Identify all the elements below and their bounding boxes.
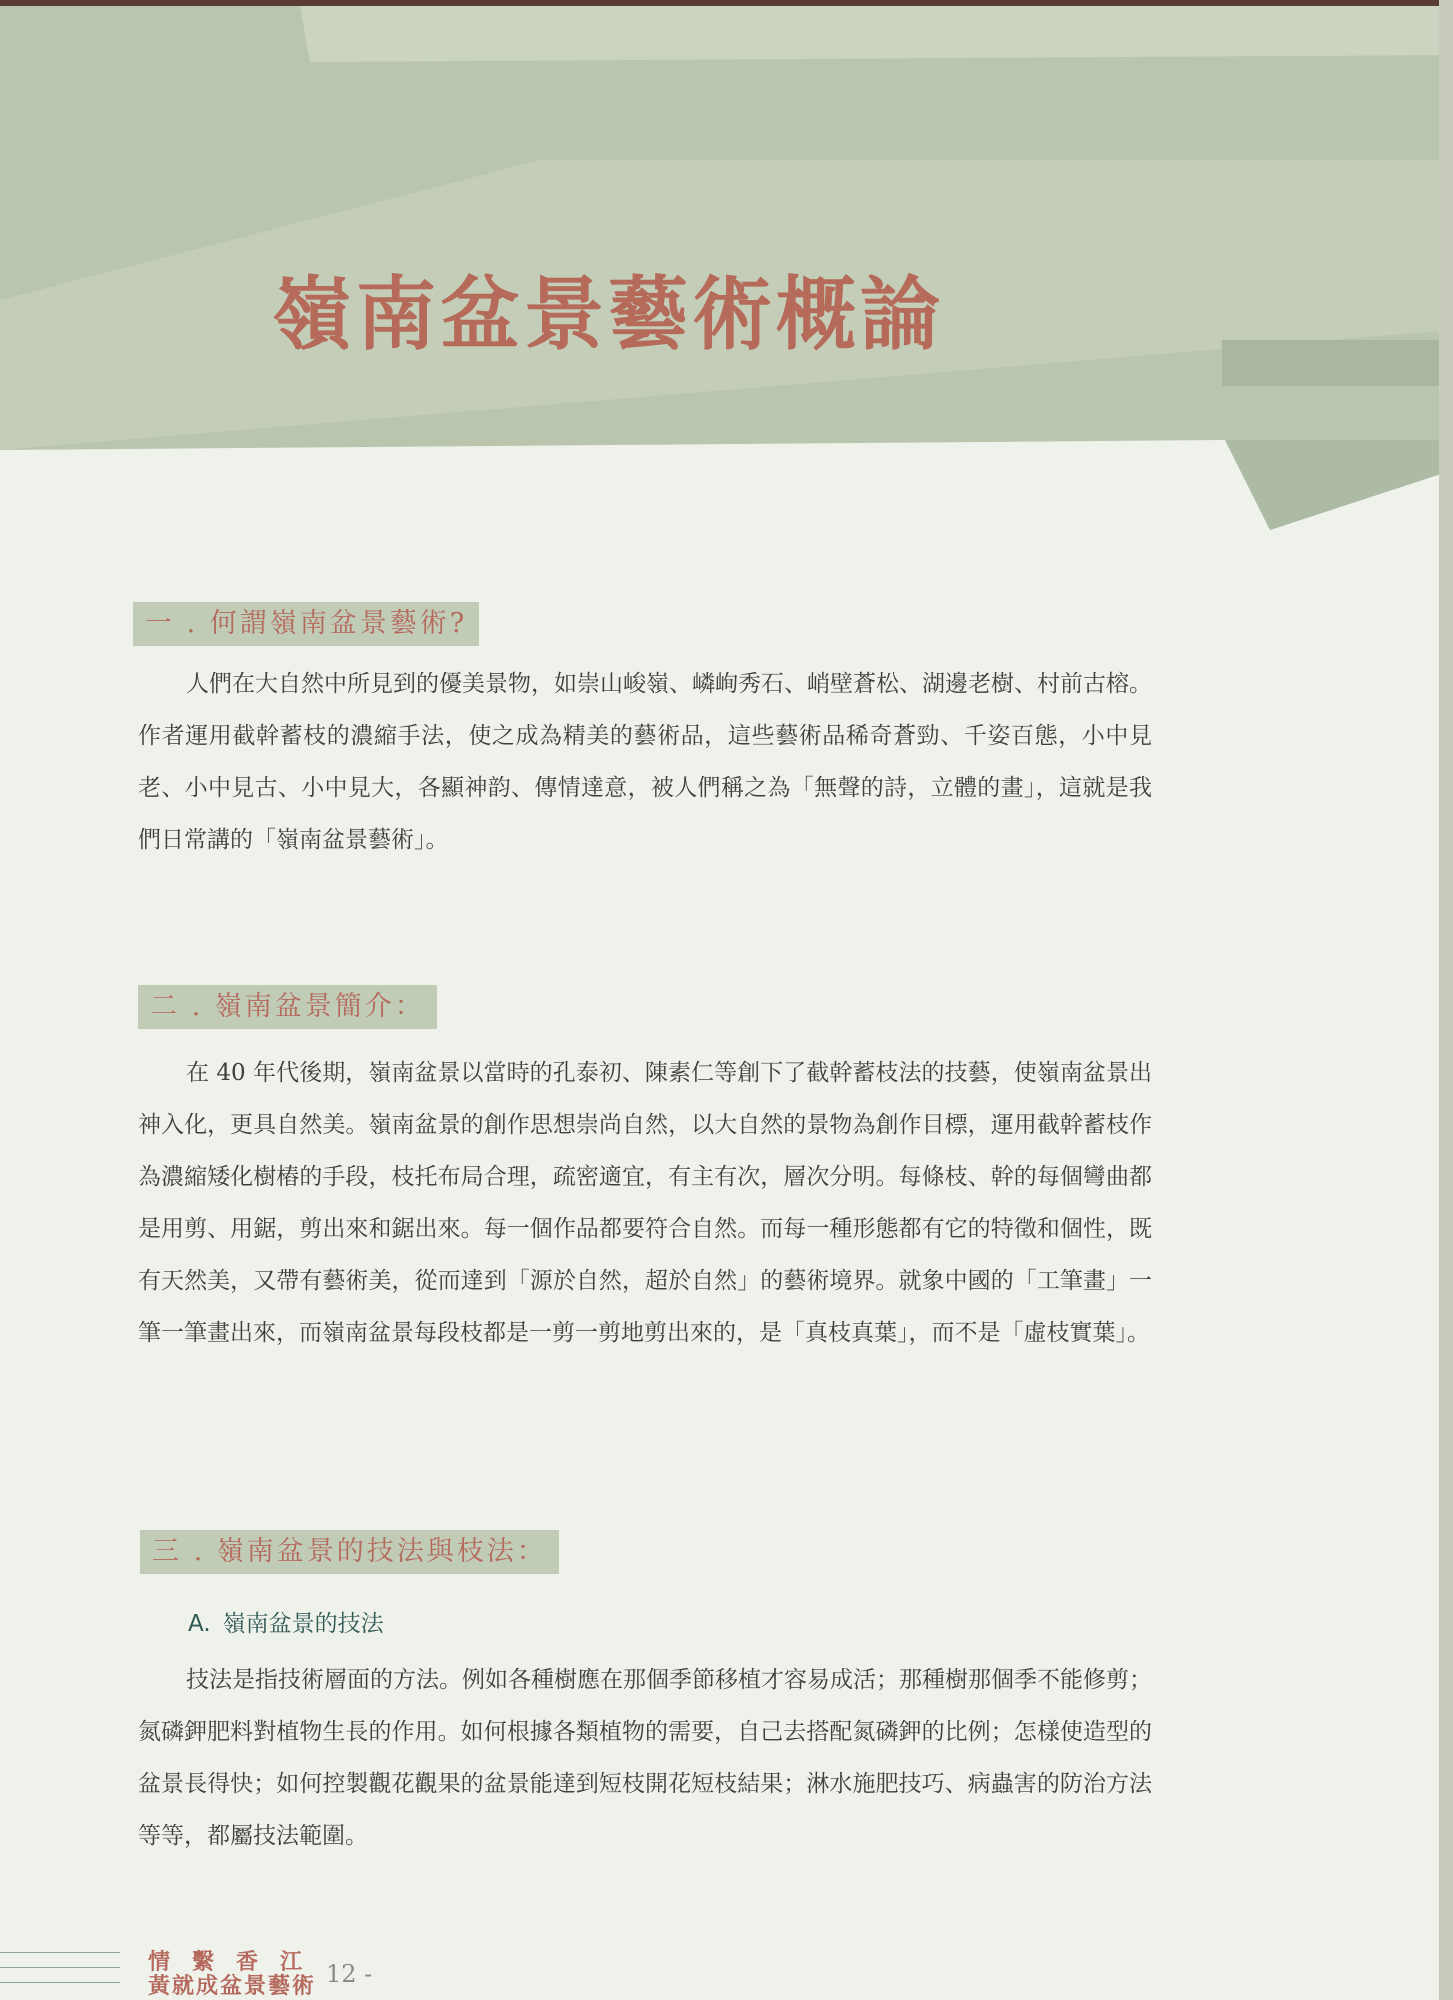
footer-brand-line-2: 黃就成盆景藝術 [148,1973,317,1999]
section-2-paragraph: 在 40 年代後期，嶺南盆景以當時的孔泰初、陳素仁等創下了截幹蓄枝法的技藝，使嶺南盆景出神入化，更具自然美。嶺南盆景的創作思想崇尚自然，以大自然的景物為創作目標，運用截幹蓄枝作為濃縮矮化樹樁的手段，枝托布局合理，疏密適宜，有主有次，層次分明。每條枝、幹的每個彎曲都是用剪、用鋸，剪出來和鋸出來。每一個作品都要符合自然。而每一種形態都有它的特徵和個性，既有天然美，又帶有藝術美，從而達到「源於自然，超於自然」的藝術境界。就象中國的「工筆畫」一筆一筆畫出來，而嶺南盆景每段枝都是一剪一剪地剪出來的，是「真枝真葉」，而不是「虛枝實葉」。 [138,1060,1152,1346]
page-right-edge [1439,0,1453,2000]
subsection-a-paragraph: 技法是指技術層面的方法。例如各種樹應在那個季節移植才容易成活；那種樹那個季不能修剪；氮磷鉀肥料對植物生長的作用。如何根據各類植物的需要，自己去搭配氮磷鉀的比例；怎樣使造型的盆景長得快；如何控製觀花觀果的盆景能達到短枝開花短枝結果；淋水施肥技巧、病蟲害的防治方法等等，都屬技法範圍。 [138,1667,1152,1849]
subsection-title: 嶺南盆景的技法 [222,1611,384,1637]
section-1-paragraph: 人們在大自然中所見到的優美景物，如崇山峻嶺、嶙峋秀石、峭壁蒼松、湖邊老樹、村前古榕。作者運用截幹蓄枝的濃縮手法，使之成為精美的藝術品，這些藝術品稀奇蒼勁、千姿百態，小中見老、小中見古、小中見大，各顯神韵、傳情達意，被人們稱之為「無聲的詩，立體的畫」，這就是我們日常講的「嶺南盆景藝術」。 [138,671,1152,853]
page-title: 嶺南盆景藝術概論 [272,267,944,361]
footer-brand [148,1950,324,1998]
footer-rule-lines [0,1952,120,1997]
subsection-marker: A. [188,1611,211,1637]
section-heading-1: 一 . 何謂嶺南盆景藝術? [133,602,479,646]
section-heading-3: 三 . 嶺南盆景的技法與枝法： [140,1530,559,1574]
footer-brand-line-1: 情繫香江 [148,1949,325,1975]
page-number: 12 - [326,1960,373,1988]
section-heading-2: 二 . 嶺南盆景簡介： [138,985,437,1029]
subsection-heading-a [188,1605,384,1638]
